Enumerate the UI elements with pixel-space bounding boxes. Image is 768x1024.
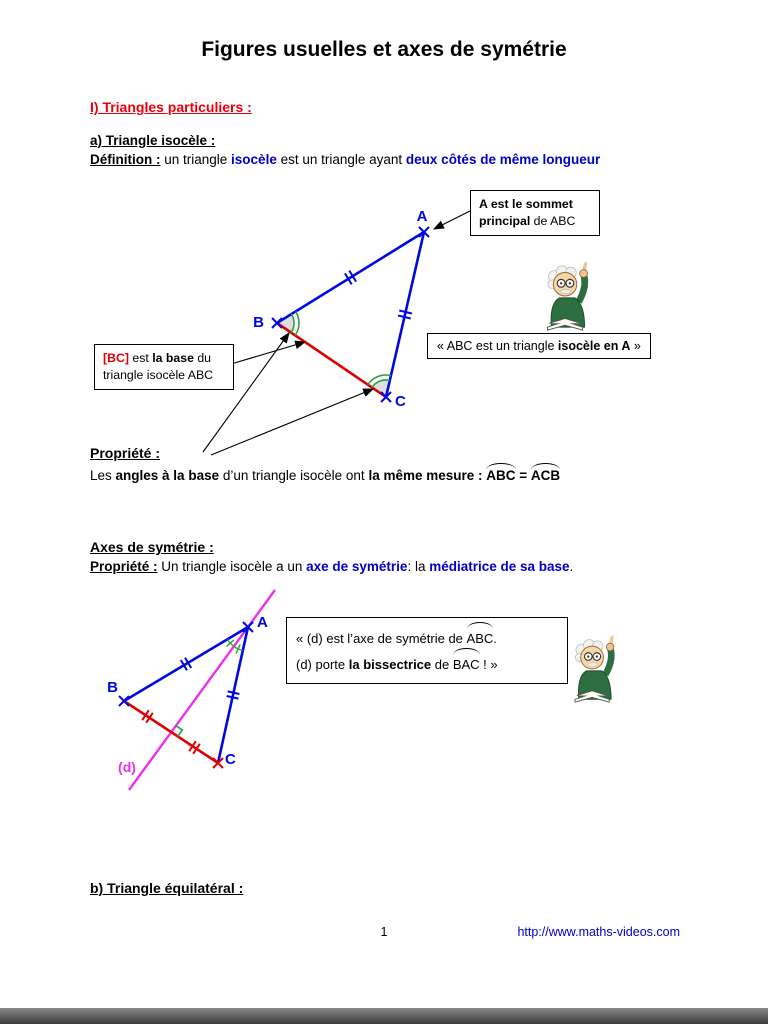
quote-isocele-en-A xyxy=(427,333,651,359)
axes-heading: Axes de symétrie : xyxy=(90,539,214,555)
quote2-line-1 xyxy=(296,626,558,652)
angle-ACB: ACB xyxy=(531,467,560,485)
quote2-l1-end: . xyxy=(493,631,497,646)
quote2-l1-text: « (d) est l’axe de symétrie de xyxy=(296,631,467,646)
axes-prop-label: Propriété : xyxy=(90,559,158,574)
prop-bold-1: angles à la base xyxy=(115,468,220,483)
website-link[interactable]: http://www.maths-videos.com xyxy=(517,925,680,939)
quote1-text-2: » xyxy=(630,339,641,353)
propriete-paragraph xyxy=(90,467,560,485)
quote2-l2-text-1: (d) porte xyxy=(296,657,349,672)
term-mediatrice: médiatrice de sa base xyxy=(429,559,570,574)
definition-text-1: un triangle xyxy=(160,152,232,167)
angle-ABC-quote: ABC xyxy=(467,626,494,652)
definition-text-2: est un triangle ayant xyxy=(276,152,406,167)
axis-line-d xyxy=(129,590,275,790)
label-vertex-A2: A xyxy=(257,614,268,631)
callout-base-text-2: du triangle isocèle ABC xyxy=(103,351,214,383)
axes-text-1: Un triangle isocèle a un xyxy=(157,559,307,574)
quote2-l2-text-3: ! » xyxy=(479,657,498,672)
axes-paragraph xyxy=(90,558,573,576)
professor-cartoon-1 xyxy=(527,255,607,333)
vertex-cross-B2 xyxy=(119,696,129,706)
label-vertex-A: A xyxy=(416,208,428,225)
term-axe-symetrie: axe de symétrie xyxy=(306,559,408,574)
quote1-bold: isocèle en A xyxy=(557,339,631,353)
base-BC-2 xyxy=(124,701,218,763)
angle-ABC: ABC xyxy=(486,467,515,485)
callout-apex-line2-rest: de ABC xyxy=(530,214,576,229)
prop-equals: = xyxy=(515,468,531,483)
quote1-text-1: « ABC est un triangle xyxy=(437,339,558,353)
callout-apex-line2-bold: principal xyxy=(479,214,531,229)
definition-label: Définition : xyxy=(90,152,161,167)
callout-base-bold: la base xyxy=(152,351,194,365)
professor-icon xyxy=(556,628,632,706)
subsection-b-heading: b) Triangle équilatéral : xyxy=(90,880,244,896)
angle-BAC-quote: BAC xyxy=(453,652,480,678)
term-deux-cotes: deux côtés de même longueur xyxy=(405,152,601,167)
figure-axe-symetrie xyxy=(85,583,320,798)
side-AB xyxy=(277,232,424,323)
page-number: 1 xyxy=(380,925,388,939)
callout-base-text-1: est xyxy=(128,351,153,365)
propriete-heading: Propriété : xyxy=(90,445,161,461)
quote2-line-2 xyxy=(296,652,558,678)
callout-base xyxy=(94,344,234,390)
prop-text-2: d’un triangle isocèle ont xyxy=(219,468,369,483)
section-heading-triangles: I) Triangles particuliers : xyxy=(90,99,252,115)
callout-base-term: [BC] xyxy=(103,351,129,365)
callout-apex xyxy=(470,190,600,236)
pointer-to-angle-C xyxy=(211,389,373,455)
quote2-l2-bold: la bissectrice xyxy=(348,657,432,672)
professor-cartoon-2 xyxy=(556,628,632,706)
label-vertex-B: B xyxy=(253,314,264,331)
side-AB-2 xyxy=(124,627,248,701)
label-axis-d: (d) xyxy=(118,759,136,775)
professor-icon xyxy=(527,255,607,333)
label-vertex-C: C xyxy=(395,393,406,410)
label-vertex-B2: B xyxy=(107,679,118,696)
prop-bold-2: la même mesure : xyxy=(368,468,487,483)
arrow-to-base xyxy=(231,342,305,364)
page-title: Figures usuelles et axes de symétrie xyxy=(201,38,567,61)
prop-text-1: Les xyxy=(90,468,116,483)
definition-paragraph xyxy=(90,151,600,169)
quote-axe-symetrie xyxy=(286,617,568,684)
term-isocele: isocèle xyxy=(231,152,277,167)
subsection-a-heading: a) Triangle isocèle : xyxy=(90,133,216,148)
axes-text-3: . xyxy=(569,559,574,574)
viewer-bottom-bar xyxy=(0,1008,768,1024)
side-AC xyxy=(386,232,424,397)
arrow-to-apex xyxy=(434,211,470,229)
callout-apex-line1: A est le sommet xyxy=(479,197,573,211)
quote2-l2-text-2: de xyxy=(431,657,453,672)
axes-text-2: : la xyxy=(407,559,430,574)
base-BC xyxy=(277,323,386,397)
label-vertex-C2: C xyxy=(225,751,236,768)
